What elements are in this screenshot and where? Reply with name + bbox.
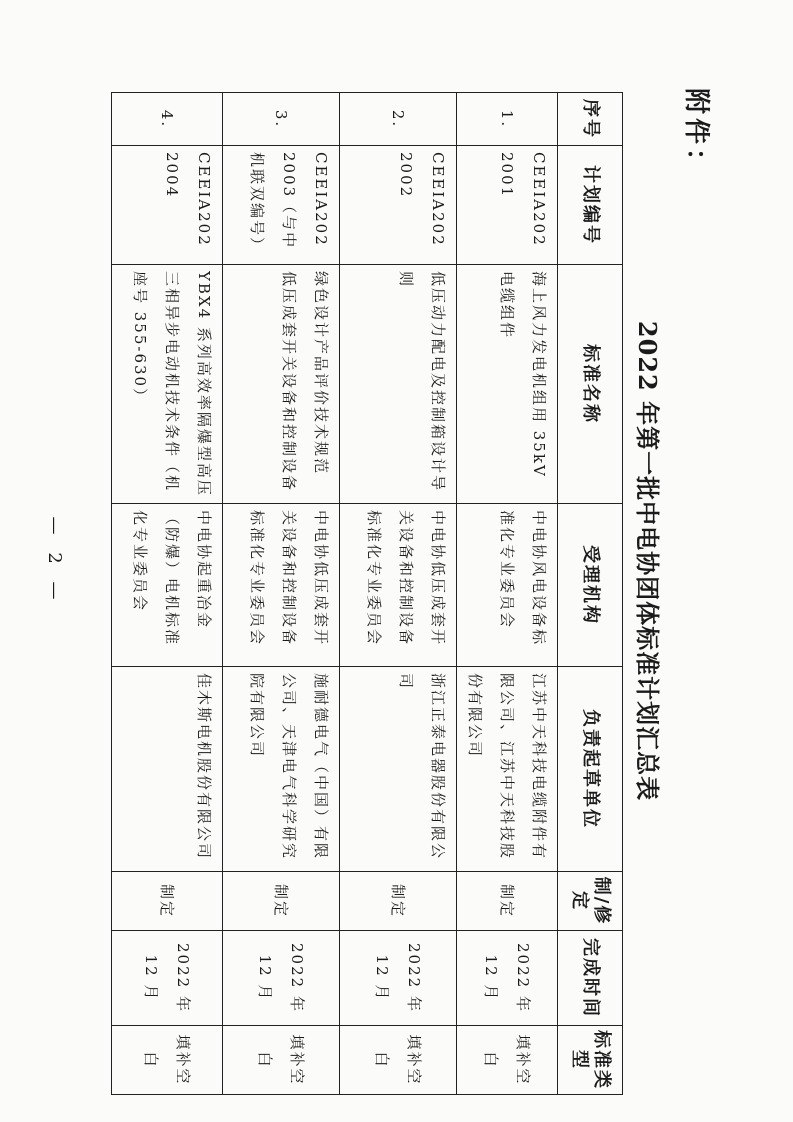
cell-plan-number: CEEIA2022004 xyxy=(112,146,223,265)
cell-plan-number: CEEIA2022001 xyxy=(457,146,558,265)
table-row xyxy=(223,93,340,1095)
cell-accepting-body: 中电协低压成套开关设备和控制设备标准化专业委员会 xyxy=(340,504,457,667)
table-row xyxy=(112,93,223,1095)
header-index: 序号 xyxy=(558,93,623,146)
cell-drafting-unit: 施耐德电气（中国）有限公司、天津电气科学研究院有限公司 xyxy=(223,667,340,872)
cell-standard-name: YBX4 系列高效率隔爆型高压三相异步电动机技术条件（机座号 355-630） xyxy=(112,265,223,504)
cell-completion-time: 2022 年 12 月 xyxy=(340,931,457,1026)
header-plan-number: 计划编号 xyxy=(558,146,623,265)
cell-standard-name: 低压动力配电及控制箱设计导则 xyxy=(340,265,457,504)
cell-revision-type: 制定 xyxy=(223,872,340,931)
header-standard-name: 标准名称 xyxy=(558,265,623,504)
cell-completion-time: 2022 年 12 月 xyxy=(223,931,340,1026)
header-revision-type: 制/修定 xyxy=(558,872,623,931)
cell-standard-name: 绿色设计产品评价技术规范 低压成套开关设备和控制设备 xyxy=(223,265,340,504)
cell-index: 4. xyxy=(112,93,223,146)
cell-standard-type: 填补空白 xyxy=(457,1026,558,1095)
header-drafting-unit: 负责起草单位 xyxy=(558,667,623,872)
page-number: — 2 — xyxy=(44,516,65,606)
header-completion-time: 完成时间 xyxy=(558,931,623,1026)
cell-index: 1. xyxy=(457,93,558,146)
cell-completion-time: 2022 年 12 月 xyxy=(457,931,558,1026)
cell-index: 3. xyxy=(223,93,340,146)
cell-drafting-unit: 佳木斯电机股份有限公司 xyxy=(112,667,223,872)
table-row xyxy=(457,93,558,1095)
cell-standard-type: 填补空白 xyxy=(223,1026,340,1095)
table-row xyxy=(340,93,457,1095)
cell-revision-type: 制定 xyxy=(457,872,558,931)
document-title: 2022 年第一批中电协团体标准计划汇总表 xyxy=(633,320,662,802)
cell-revision-type: 制定 xyxy=(112,872,223,931)
cell-completion-time: 2022 年 12 月 xyxy=(112,931,223,1026)
cell-standard-type: 填补空白 xyxy=(340,1026,457,1095)
attachment-label: 附件： xyxy=(681,88,711,179)
cell-revision-type: 制定 xyxy=(340,872,457,931)
cell-standard-name: 海上风力发电机组用 35kV 电缆组件 xyxy=(457,265,558,504)
cell-standard-type: 填补空白 xyxy=(112,1026,223,1095)
cell-plan-number: CEEIA2022002 xyxy=(340,146,457,265)
table-header-row xyxy=(558,93,623,1095)
cell-plan-number: CEEIA2022003（与中机联双编号） xyxy=(223,146,340,265)
cell-drafting-unit: 浙江正泰电器股份有限公司 xyxy=(340,667,457,872)
cell-accepting-body: 中电协低压成套开关设备和控制设备标准化专业委员会 xyxy=(223,504,340,667)
plan-summary-table xyxy=(111,92,623,1095)
cell-accepting-body: 中电协风电设备标准化专业委员会 xyxy=(457,504,558,667)
cell-drafting-unit: 江苏中天科技电缆附件有限公司、江苏中天科技股份有限公司 xyxy=(457,667,558,872)
cell-index: 2. xyxy=(340,93,457,146)
header-standard-type: 标准类型 xyxy=(558,1026,623,1095)
cell-accepting-body: 中电协起重冶金（防爆）电机标准化专业委员会 xyxy=(112,504,223,667)
header-accepting-body: 受理机构 xyxy=(558,504,623,667)
